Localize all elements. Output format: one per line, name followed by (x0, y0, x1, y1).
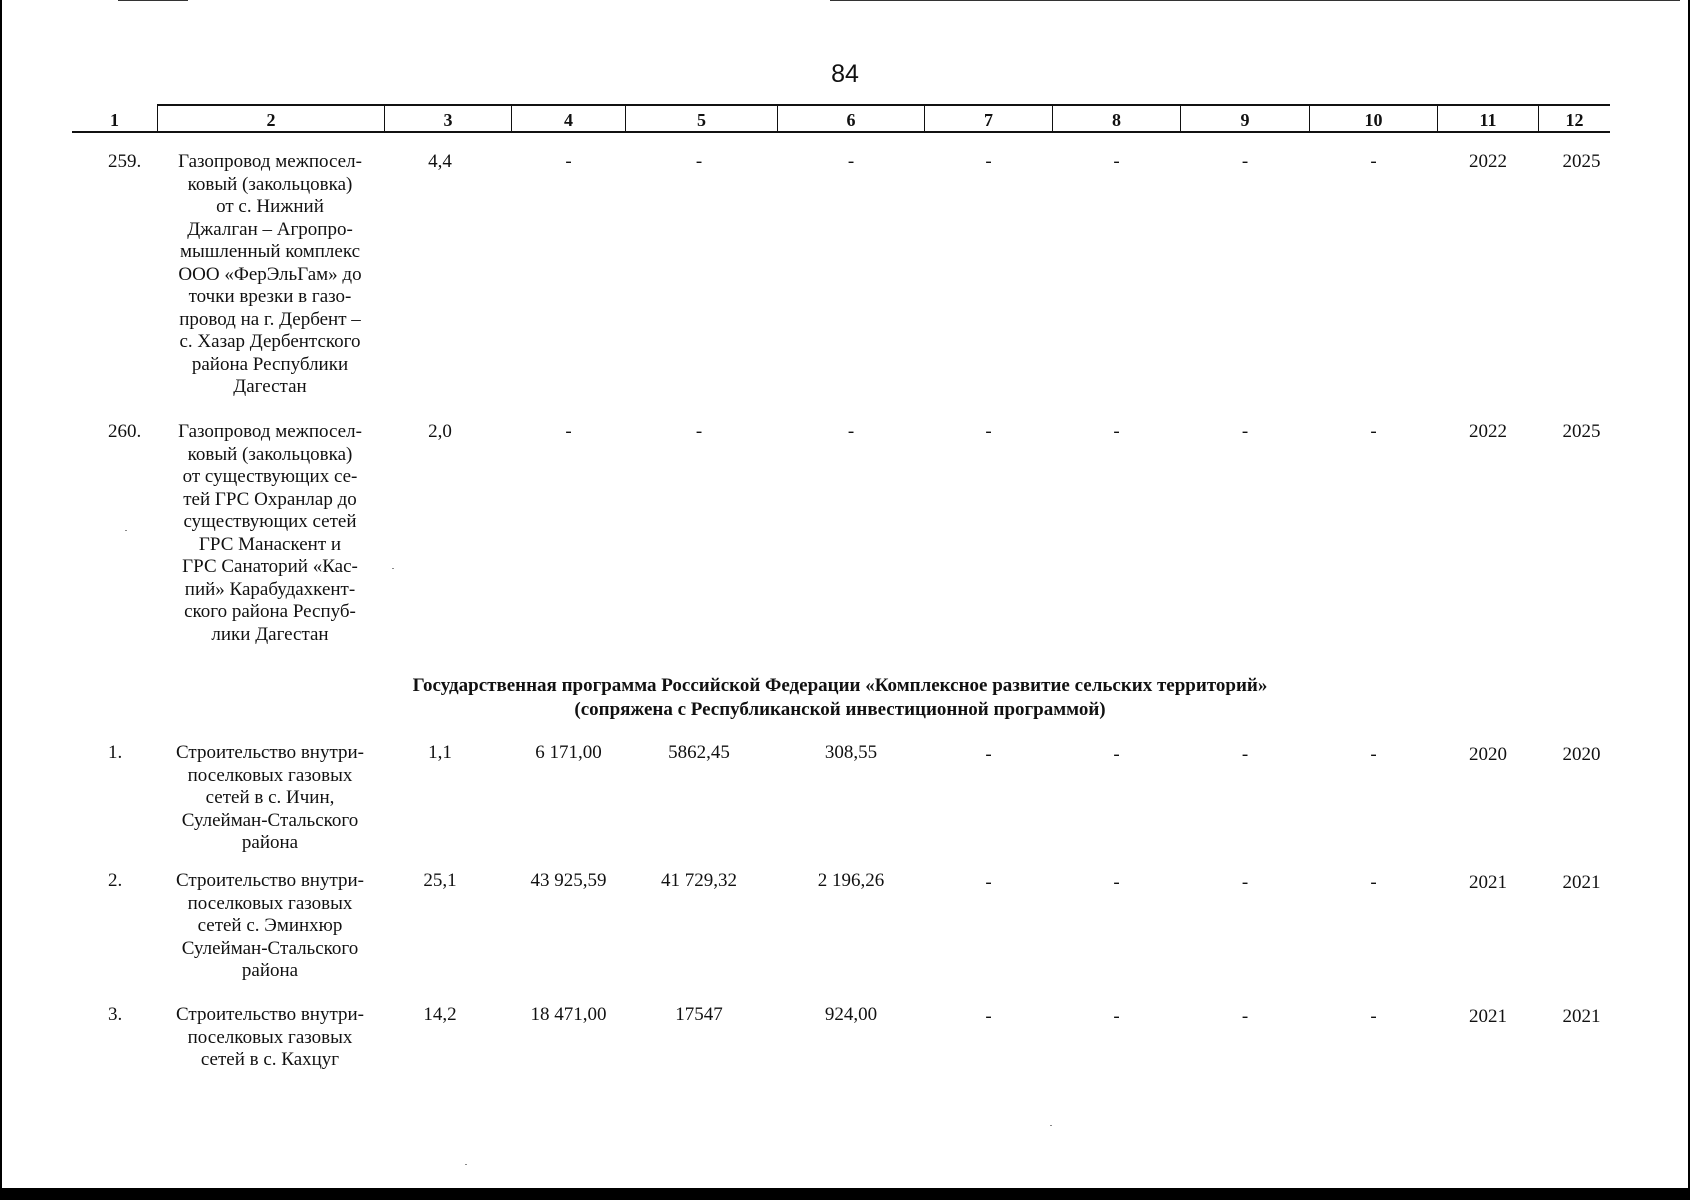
cell-col9: - (1241, 872, 1249, 893)
cell-col10: - (1370, 872, 1377, 893)
cell-col10: - (1370, 421, 1377, 442)
scan-speck (465, 1164, 467, 1165)
object-name: Газопровод межпосел- ковый (закольцовка) от с. Нижний Джалган – Агропро- мышленный комплекс ООО «ФерЭльГам» до точки врезки в газо- провод на г. Дербент – с. Хазар Дербентского района Республики Дагестан (178, 151, 362, 397)
column-header: 2 (266, 110, 276, 130)
cell-col4: 18 471,00 (530, 1004, 607, 1025)
column-header: 7 (984, 110, 993, 130)
cell-col12: 2025 (1562, 151, 1601, 172)
cell-col6: - (847, 421, 855, 442)
cell-col9: - (1241, 1006, 1249, 1027)
column-header: 5 (697, 110, 706, 130)
cell-col3: 25,1 (423, 870, 457, 891)
column-header: 3 (443, 110, 453, 130)
cell-col4: - (565, 151, 572, 172)
cell-col9: - (1241, 744, 1249, 765)
cell-col3: 2,0 (428, 421, 452, 442)
row-number: 1. (108, 742, 123, 763)
cell-col7: - (985, 421, 992, 442)
column-header: 9 (1240, 110, 1250, 130)
scan-speck (392, 568, 394, 569)
cell-col11: 2020 (1469, 744, 1507, 765)
cell-col7: - (985, 1006, 992, 1027)
cell-col12: 2021 (1562, 872, 1601, 893)
cell-col6: 924,00 (824, 1004, 878, 1025)
cell-col4: 6 171,00 (535, 742, 602, 763)
cell-col7: - (985, 872, 992, 893)
cell-col3: 14,2 (423, 1004, 457, 1025)
object-name: Газопровод межпосел- ковый (закольцовка) от существующих се- тей ГРС Охранлар до существующих сетей ГРС Манаскент и ГРС Санаторий «Кас- пий» Карабудахкент- ского района Респуб- лики Дагестан (178, 421, 362, 645)
row-number: 2. (108, 870, 123, 891)
cell-col6: 308,55 (824, 742, 878, 763)
column-header: 11 (1479, 110, 1497, 130)
cell-col10: - (1370, 744, 1377, 765)
page-number: 84 (831, 60, 859, 88)
cell-col11: 2021 (1469, 872, 1507, 893)
object-name: Строительство внутри- поселковых газовых сетей в с. Ичин, Сулейман-Стальского района (175, 742, 364, 853)
scan-top-mark (830, 0, 1680, 1)
column-header: 4 (564, 110, 573, 130)
cell-col6: - (847, 151, 855, 172)
cell-col4: 43 925,59 (530, 870, 607, 891)
cell-col8: - (1113, 872, 1120, 893)
row-number: 260. (108, 421, 142, 442)
cell-col10: - (1370, 151, 1377, 172)
cell-col7: - (985, 744, 992, 765)
cell-col12: 2020 (1562, 744, 1601, 765)
scan-border-bottom (0, 1188, 1690, 1200)
cell-col9: - (1241, 421, 1249, 442)
section-title: Государственная программа Российской Федерации «Комплексное развитие сельских территорий» (сопряжена с Республиканской инвестиционной программой) (412, 675, 1268, 720)
cell-col9: - (1241, 151, 1249, 172)
scan-speck (125, 530, 127, 531)
cell-col10: - (1370, 1006, 1377, 1027)
cell-col11: 2022 (1469, 151, 1507, 172)
cell-col8: - (1113, 151, 1120, 172)
cell-col12: 2025 (1562, 421, 1601, 442)
cell-col11: 2021 (1469, 1006, 1507, 1027)
column-header: 6 (846, 110, 856, 130)
table-header-top-rule (158, 104, 1610, 106)
cell-col4: - (565, 421, 572, 442)
cell-col8: - (1113, 421, 1120, 442)
cell-col5: 5862,45 (668, 742, 730, 763)
table-header-bottom-rule (72, 131, 1610, 133)
cell-col5: - (695, 151, 703, 172)
cell-col5: 17547 (675, 1004, 723, 1025)
column-header: 1 (110, 110, 119, 130)
object-name: Строительство внутри- поселковых газовых сетей в с. Кахцуг (175, 1004, 364, 1070)
cell-col5: 41 729,32 (661, 870, 737, 891)
cell-col11: 2022 (1469, 421, 1507, 442)
cell-col6: 2 196,26 (817, 870, 885, 891)
scan-border-left (0, 0, 2, 1188)
row-number: 259. (108, 151, 142, 172)
scan-speck (1050, 1125, 1052, 1126)
cell-col5: - (695, 421, 703, 442)
scan-top-mark (118, 0, 188, 1)
cell-col8: - (1113, 1006, 1120, 1027)
cell-col3: 1,1 (428, 742, 452, 763)
row-number: 3. (108, 1004, 123, 1025)
cell-col7: - (985, 151, 992, 172)
cell-col8: - (1113, 744, 1120, 765)
column-header: 10 (1364, 110, 1383, 130)
column-header: 12 (1565, 110, 1584, 130)
object-name: Строительство внутри- поселковых газовых сетей с. Эминхюр Сулейман-Стальского района (175, 870, 364, 981)
cell-col3: 4,4 (428, 151, 452, 172)
cell-col12: 2021 (1562, 1006, 1601, 1027)
column-header: 8 (1112, 110, 1121, 130)
